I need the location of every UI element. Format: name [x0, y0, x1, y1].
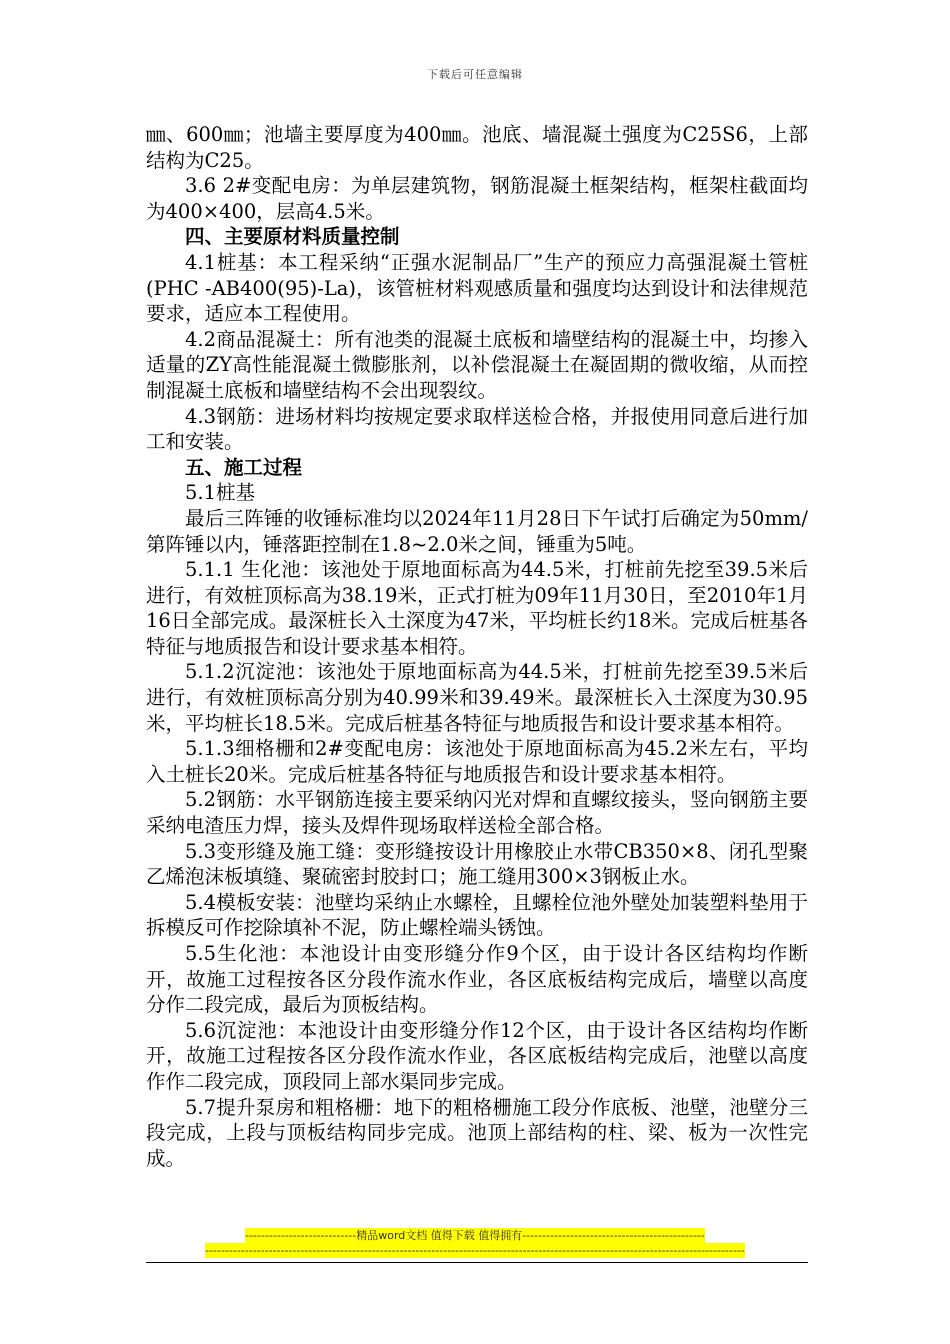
- paragraph-5-1: 5.1桩基: [185, 481, 256, 505]
- document-body: [146, 122, 808, 1171]
- footer-dashes: ----------------------------------------------------------------------------------------------------------------------------------------: [205, 1244, 745, 1257]
- paragraph-hammer-standard: 最后三阵锤的收锤标准均以2024年11月28日下午试打后确定为50mm/第阵锤以内，锤落距控制在1.8~2.0米之间，锤重为5吨。: [146, 506, 808, 556]
- paragraph-5-1-2: 5.1.2沉淀池：该池处于原地面标高为44.5米，打桩前先挖至39.5米后进行，有效桩顶标高分别为40.99米和39.49米。最深桩长入土深度为30.95米，平均桩长18.5米。完成后桩基各特征与地质报告和设计要求基本相符。: [146, 660, 808, 735]
- paragraph-5-4: 5.4模板安装：池壁均采纳止水螺栓，且螺栓位池外壁处加装塑料垫用于拆模反可作挖除填补不泥，防止螺栓端头锈蚀。: [146, 890, 808, 940]
- paragraph-5-3: 5.3变形缝及施工缝：变形缝按设计用橡胶止水带CB350×8、闭孔型聚乙烯泡沫板填缝、聚硫密封胶封口；施工缝用300×3钢板止水。: [146, 839, 808, 889]
- paragraph-5-6: 5.6沉淀池：本池设计由变形缝分作12个区，由于设计各区结构均作断开，故施工过程按各区分段作流水作业，各区底板结构完成后，池壁以高度作作二段完成，顶段同上部水渠同步完成。: [146, 1018, 808, 1093]
- paragraph-pool-wall: ㎜、600㎜；池墙主要厚度为400㎜。池底、墙混凝土强度为C25S6，上部结构为C25。: [146, 123, 808, 172]
- page-header: 下载后可任意编辑: [427, 68, 523, 81]
- page-footer: [0, 1228, 950, 1258]
- paragraph-4-1: 4.1桩基：本工程采纳“正强水泥制品厂”生产的预应力高强混凝土管桩(PHC -AB400(95)-La)，该管桩材料观感质量和强度均达到设计和法律规范要求，适应本工程使用。: [146, 250, 808, 326]
- paragraph-5-1-3: 5.1.3细格栅和2#变配电房：该池处于原地面标高为45.2米左右，平均入土桩长20米。完成后桩基各特征与地质报告和设计要求基本相符。: [146, 737, 808, 786]
- paragraph-4-3: 4.3钢筋：进场材料均按规定要求取样送检合格，并报使用同意后进行加工和安装。: [146, 404, 808, 454]
- paragraph-3-6: 3.6 2#变配电房：为单层建筑物，钢筋混凝土框架结构，框架柱截面均为400×400，层高4.5米。: [146, 174, 808, 223]
- heading-section-5: 五、施工过程: [185, 455, 303, 479]
- heading-section-4: 四、主要原材料质量控制: [185, 225, 400, 249]
- paragraph-5-1-1: 5.1.1 生化池：该池处于原地面标高为44.5米，打桩前先挖至39.5米后进行，有效桩顶标高为38.19米，正式打桩为09年11月30日，至2010年1月16日全部完成。最深桩长入土深度为47米，平均桩长约18米。完成后桩基各特征与地质报告和设计要求基本相符。: [146, 558, 808, 658]
- footer-banner: ----------------------------精品word文档 值得下载 值得拥有----------------------------------------------: [245, 1229, 705, 1242]
- paragraph-5-2: 5.2钢筋：水平钢筋连接主要采纳闪光对焊和直螺纹接头，竖向钢筋主要采纳电渣压力焊，接头及焊件现场取样送检全部合格。: [146, 788, 808, 838]
- paragraph-4-2: 4.2商品混凝土：所有池类的混凝土底板和墙壁结构的混凝土中，均掺入适量的ZY高性能混凝土微膨胀剂，以补偿混凝土在凝固期的微收缩，从而控制混凝土底板和墙壁结构不会出现裂纹。: [146, 327, 808, 402]
- footer-rule: [146, 1262, 808, 1263]
- paragraph-5-7: 5.7提升泵房和粗格栅：地下的粗格栅施工段分作底板、池壁，池壁分三段完成，上段与顶板结构同步完成。池顶上部结构的柱、梁、板为一次性完成。: [146, 1095, 808, 1170]
- paragraph-5-5: 5.5生化池：本池设计由变形缝分作9个区，由于设计各区结构均作断开，故施工过程按各区分段作流水作业，各区底板结构完成后，墙壁以高度分作二段完成，最后为顶板结构。: [146, 942, 808, 1017]
